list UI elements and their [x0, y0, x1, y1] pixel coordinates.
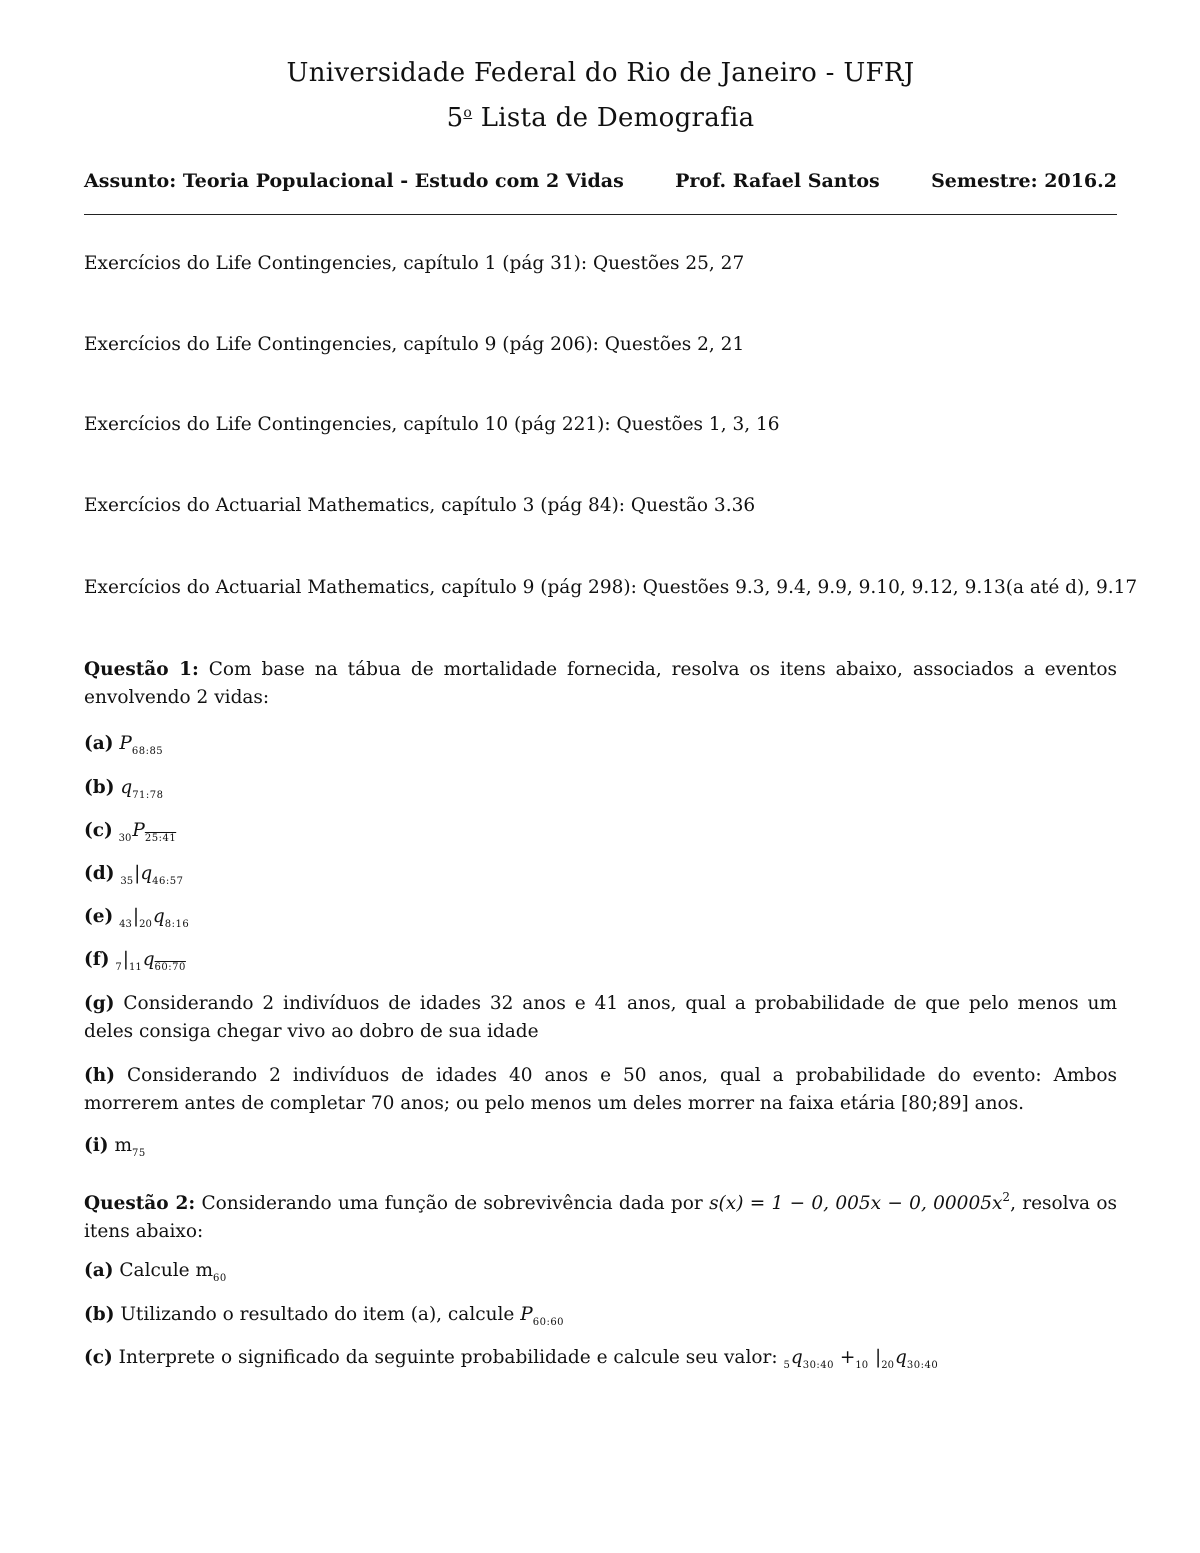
item-label: (h) — [84, 1065, 115, 1086]
item-label: (f) — [84, 949, 110, 970]
item-label: (b) — [84, 777, 115, 798]
q1-item-a — [84, 733, 163, 757]
item-label: (a) — [84, 733, 114, 754]
item-text: Interprete o significado da seguinte probabilidade e calcule seu valor: — [112, 1347, 784, 1368]
semester: Semestre: 2016.2 — [931, 170, 1117, 192]
subscript: 8:16 — [164, 919, 190, 930]
subscript: 60:60 — [532, 1317, 565, 1328]
symbol: P — [119, 733, 132, 754]
symbol: q — [142, 949, 155, 970]
subscript: 71:78 — [132, 790, 164, 801]
item-label: (d) — [84, 863, 115, 884]
list-title — [84, 103, 1117, 133]
left-subscript: 30 — [118, 833, 132, 844]
q1-item-g — [84, 990, 1117, 1046]
symbol: m — [114, 1135, 132, 1156]
professor: Prof. Rafael Santos — [675, 170, 880, 192]
item-text: Utilizando o resultado do item (a), calcule — [114, 1304, 521, 1325]
item-label: (b) — [84, 1304, 115, 1325]
mid-subscript: 11 — [128, 962, 142, 973]
exercise-line: Exercícios do Actuarial Mathematics, capítulo 9 (pág 298): Questões 9.3, 9.4, 9.9, 9.10, 9.12, 9.13(a até d), 9.17 — [84, 577, 1138, 598]
question-2-label: Questão 2: — [84, 1193, 196, 1214]
subject: Assunto: Teoria Populacional - Estudo com 2 Vidas — [84, 170, 624, 192]
item-label: (a) — [84, 1260, 114, 1281]
q2-item-a — [84, 1260, 227, 1284]
mid-subscript: 20 — [881, 1360, 895, 1371]
left-subscript: 7 — [115, 962, 122, 973]
plus-sign: + — [834, 1347, 856, 1368]
symbol: q — [120, 777, 133, 798]
subscript: 46:57 — [152, 876, 184, 887]
subscript: 75 — [131, 1148, 146, 1159]
item-label: (e) — [84, 906, 114, 927]
q1-item-e: (e) $_{43}|_{20}q_{8:16}$ — [84, 906, 190, 930]
q1-item-b — [84, 777, 164, 801]
exercise-line: Exercícios do Actuarial Mathematics, capítulo 3 (pág 84): Questão 3.36 — [84, 495, 756, 516]
header-row — [84, 170, 1117, 192]
survival-formula: s(x) = 1 − 0, 005x − 0, 00005x — [709, 1193, 1003, 1214]
q1-item-c — [84, 820, 176, 844]
university-title: Universidade Federal do Rio de Janeiro - UFRJ — [286, 58, 915, 88]
question-1 — [84, 656, 1117, 712]
item-text: Considerando 2 indivíduos de idades 40 anos e 50 anos, qual a probabilidade do evento: Ambos morrerem antes de completar 70 anos; ou pelo menos um deles morrer na faixa etária [80;89] anos. — [84, 1065, 1117, 1114]
item-label: (g) — [84, 993, 115, 1014]
left-subscript: 43 — [119, 919, 132, 930]
header-divider — [84, 214, 1117, 215]
subscript: 68:85 — [131, 746, 164, 757]
q1-item-f: (f) $_7|_{11}q_{60:70}$ — [84, 949, 186, 973]
subscript: 30:40 — [906, 1360, 939, 1371]
item-label: (i) — [84, 1135, 109, 1156]
q1-item-i — [84, 1135, 146, 1159]
question-2 — [84, 1183, 1117, 1246]
exercise-line: Exercícios do Life Contingencies, capítulo 9 (pág 206): Questões 2, 21 — [84, 334, 745, 355]
subscript: 60 — [213, 1273, 227, 1284]
ordinal-indicator: o — [463, 105, 473, 121]
q2-item-c: (c) Interprete o significado da seguinte probabilidade e calcule seu valor: $_5q_{30:40} +_{10}$ $|_{20}q_{30:40}$ — [84, 1347, 939, 1371]
left-subscript: 10 — [855, 1360, 869, 1371]
symbol: P — [520, 1304, 533, 1325]
exercise-line: Exercícios do Life Contingencies, capítulo 1 (pág 31): Questões 25, 27 — [84, 253, 745, 274]
item-label: (c) — [84, 1347, 113, 1368]
list-title-text: Lista de Demografia — [472, 103, 755, 133]
formula-exponent: 2 — [1002, 1190, 1011, 1204]
question-2-text-end: , resolva os itens abaixo: — [84, 1193, 1117, 1242]
left-subscript: 5 — [783, 1360, 790, 1371]
left-subscript: 35 — [120, 876, 134, 887]
q1-item-h — [84, 1062, 1117, 1118]
q2-item-b — [84, 1304, 564, 1328]
q1-item-d: (d) $_{35}|q_{46:57}$ — [84, 863, 184, 887]
subscript: 30:40 — [802, 1360, 835, 1371]
list-number: 5 — [446, 103, 464, 133]
symbol: q — [140, 863, 153, 884]
item-text: Calcule m — [113, 1260, 214, 1281]
question-2-text: Considerando uma função de sobrevivência dada por — [195, 1193, 710, 1214]
item-text: Considerando 2 indivíduos de idades 32 anos e 41 anos, qual a probabilidade de que pelo menos um deles consiga chegar vivo ao dobro de sua idade — [84, 993, 1117, 1042]
symbol: P — [132, 820, 145, 841]
subscript: 25:41 — [144, 833, 177, 844]
mid-subscript: 20 — [139, 919, 152, 930]
question-1-label: Questão 1: — [84, 659, 199, 680]
item-label: (c) — [84, 820, 113, 841]
exercise-line: Exercícios do Life Contingencies, capítulo 10 (pág 221): Questões 1, 3, 16 — [84, 414, 780, 435]
symbol: q — [152, 906, 165, 927]
subscript: 60:70 — [154, 962, 186, 973]
question-1-text: Com base na tábua de mortalidade fornecida, resolva os itens abaixo, associados a eventos envolvendo 2 vidas: — [84, 659, 1117, 708]
